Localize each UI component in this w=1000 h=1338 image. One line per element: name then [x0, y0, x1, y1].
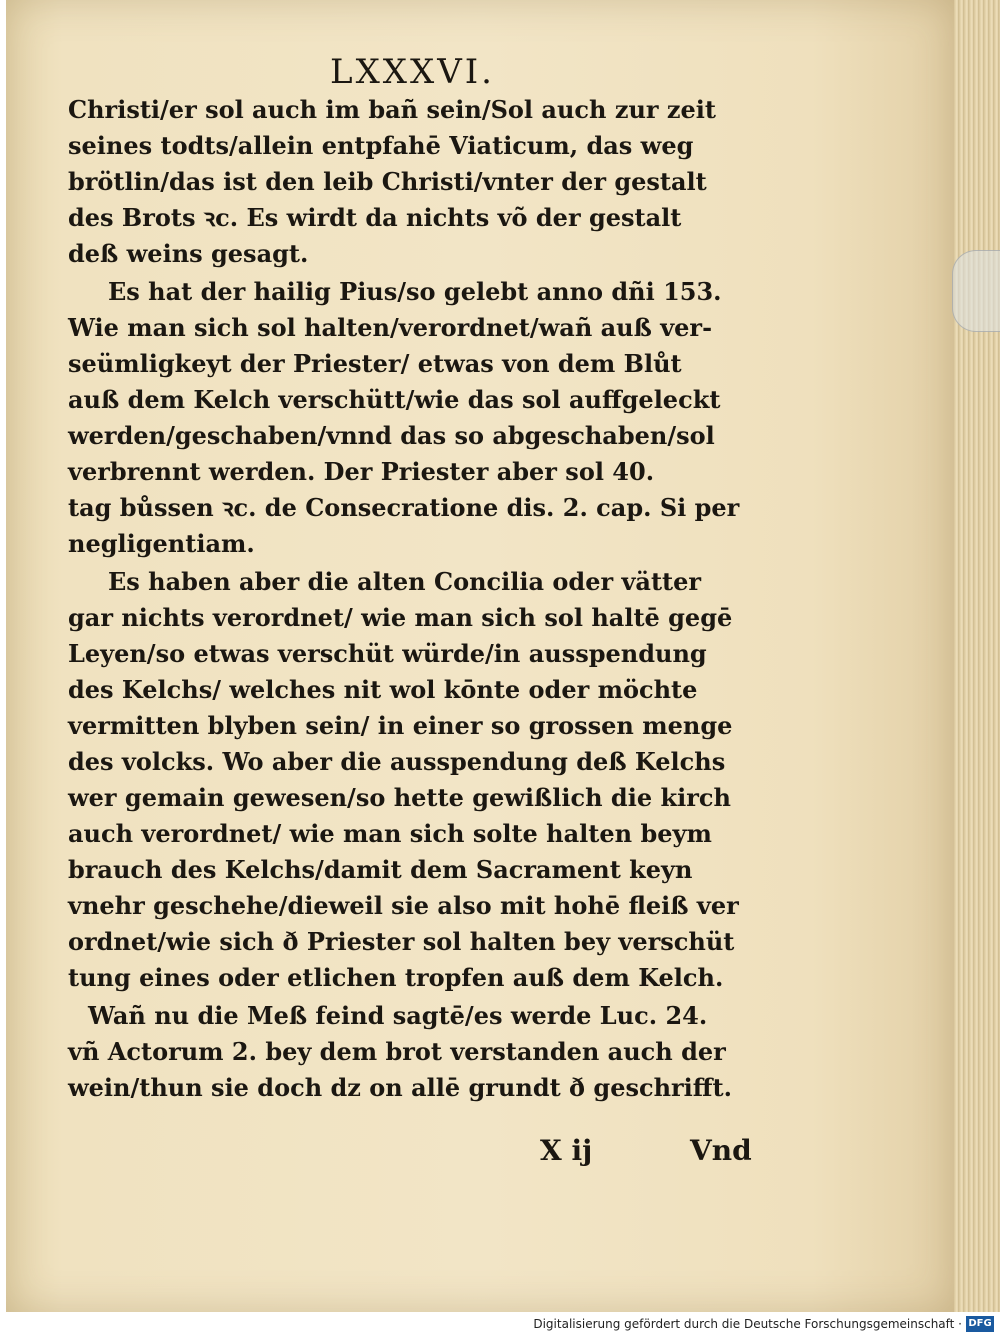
text-line: negligentiam. — [68, 529, 255, 558]
page-clip — [952, 250, 1000, 332]
text-line: auch verordnet/ wie man sich solte halten beym — [68, 819, 712, 848]
dfg-logo: DFG — [966, 1316, 994, 1332]
text-line: verbrennt werden. Der Priester aber sol 40. — [68, 457, 655, 486]
text-line: gar nichts verordnet/ wie man sich sol haltē gegē — [68, 603, 733, 632]
page-edges — [954, 0, 1000, 1312]
text-line: Christi/er sol auch im bañ sein/Sol auch zur zeit — [68, 95, 716, 124]
signature-mark: X ij — [540, 1134, 593, 1167]
text-line: Wie man sich sol halten/verordnet/wañ auß ver- — [68, 313, 713, 342]
text-line: Es haben aber die alten Concilia oder vätter — [108, 567, 702, 596]
text-line: ordnet/wie sich ð Priester sol halten bey verschüt — [68, 927, 735, 956]
text-line: vnehr geschehe/dieweil sie also mit hohē fleiß ver — [68, 891, 739, 920]
text-line: brauch des Kelchs/damit dem Sacrament keyn — [68, 855, 693, 884]
text-line: seines todts/allein entpfahē Viaticum, das weg — [68, 131, 694, 160]
text-line: Wañ nu die Meß feind sagtē/es werde Luc. 24. — [88, 1001, 708, 1030]
text-line: auß dem Kelch verschütt/wie das sol auffgeleckt — [68, 385, 721, 414]
text-line: des Brots ꝛc. Es wirdt da nichts võ der gestalt — [68, 203, 682, 232]
text-line: tung eines oder etlichen tropfen auß dem Kelch. — [68, 963, 724, 992]
text-line: des Kelchs/ welches nit wol kōnte oder möchte — [68, 675, 698, 704]
catchword: Vnd — [690, 1134, 752, 1167]
footer-credit: Digitalisierung gefördert durch die Deutsche Forschungsgemeinschaft · — [533, 1317, 962, 1331]
text-line: Leyen/so etwas verschüt würde/in ausspendung — [68, 639, 707, 668]
text-line: des volcks. Wo aber die ausspendung deß Kelchs — [68, 747, 726, 776]
text-line: deß weins gesagt. — [68, 239, 309, 268]
text-line: wein/thun sie doch dz on allē grundt ð geschrifft. — [68, 1073, 732, 1102]
text-line: werden/geschaben/vnnd das so abgeschaben/sol — [68, 421, 715, 450]
text-line: Es hat der hailig Pius/so gelebt anno dñi 153. — [108, 277, 722, 306]
text-line: brötlin/das ist den leib Christi/vnter der gestalt — [68, 167, 707, 196]
page-number-header: LXXXVI. — [330, 52, 495, 92]
text-line: seümligkeyt der Priester/ etwas von dem Blůt — [68, 349, 682, 378]
text-line: tag bůssen ꝛc. de Consecratione dis. 2. cap. Si per — [68, 493, 740, 522]
footer-bar — [0, 1312, 1000, 1338]
text-line: vermitten blyben sein/ in einer so grossen menge — [68, 711, 733, 740]
text-line: wer gemain gewesen/so hette gewißlich die kirch — [68, 783, 731, 812]
text-line: vñ Actorum 2. bey dem brot verstanden auch der — [68, 1037, 726, 1066]
